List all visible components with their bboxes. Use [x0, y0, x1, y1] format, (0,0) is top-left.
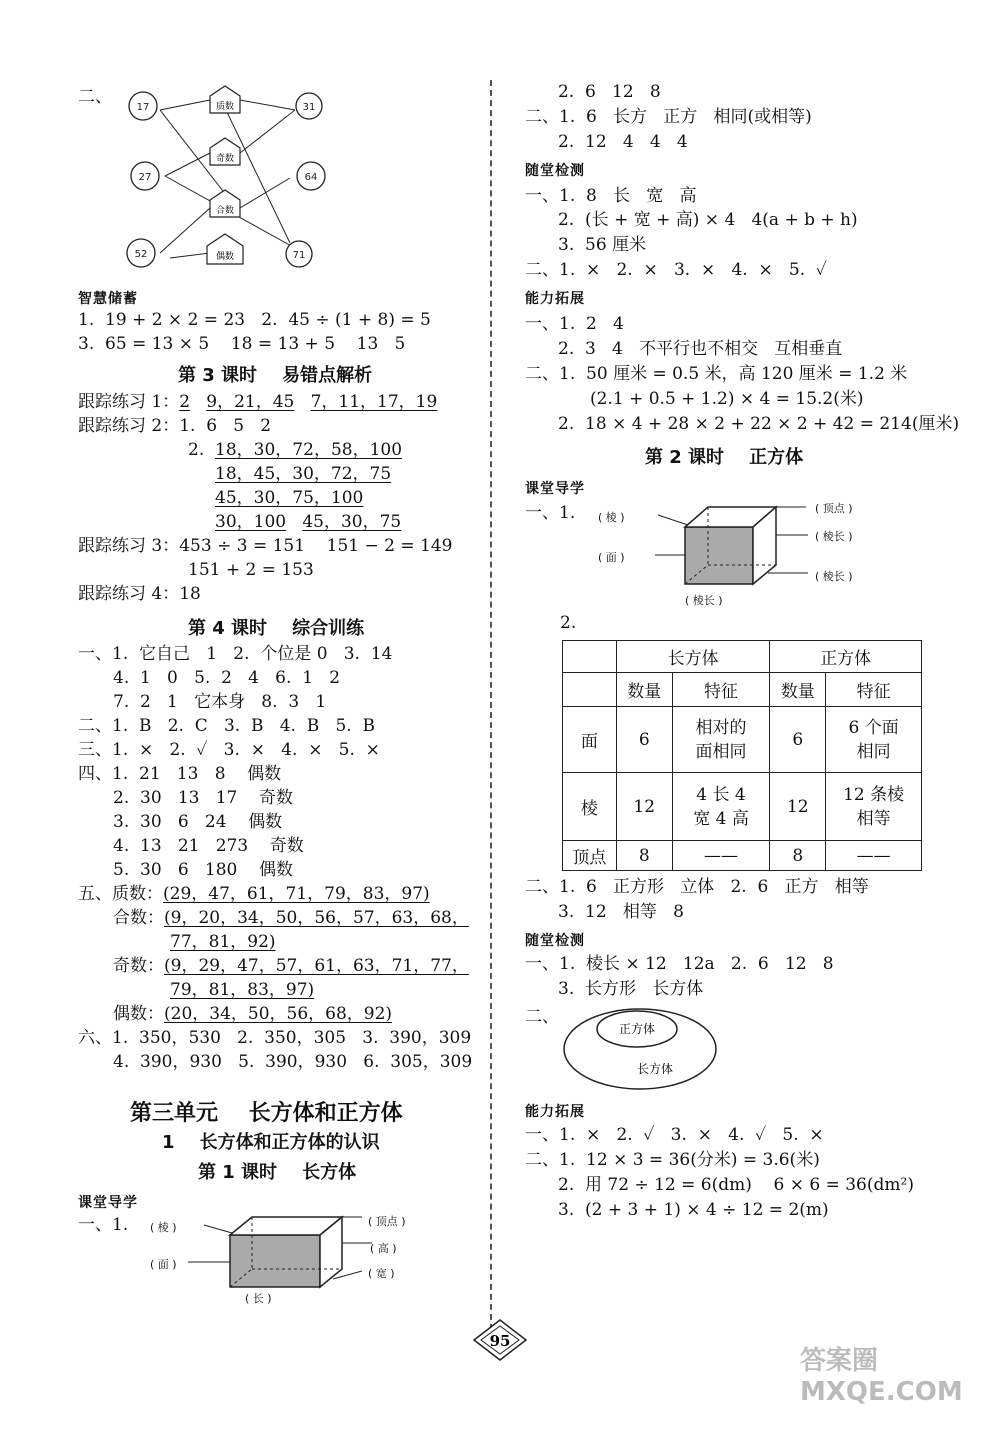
bird-27: 27	[138, 172, 152, 183]
answer-line: 4. 1 0 5. 2 4 6. 1 2	[113, 668, 341, 688]
table-subheader: 特征	[826, 673, 922, 707]
answer-line: 二、1. 6 正方形 立体 2. 6 正方 相等	[525, 877, 869, 897]
lesson4-title: 第 4 课时 综合训练	[188, 618, 365, 639]
answer-line: 三、1. × 2. ✓ 3. × 4. × 5. ×	[78, 740, 380, 760]
venn-diagram	[560, 1005, 720, 1095]
answer-line: 79，81，83，97)	[170, 980, 315, 1000]
bird-17: 17	[136, 102, 150, 113]
answer-line: 2. 3 4 不平行也不相交 互相垂直	[558, 339, 843, 359]
bird-31: 31	[302, 102, 316, 113]
table-subheader: 特征	[672, 673, 770, 707]
box-even: 偶数	[215, 252, 235, 262]
answer-line: 跟踪练习 2：1. 6 5 2	[78, 416, 272, 436]
label-mian: ( 面 )	[150, 1258, 177, 1271]
answer-line: 一、1. 2 4	[525, 314, 624, 334]
answer-line: 3. 12 相等 8	[558, 902, 684, 922]
answer-line: 合数：(9，20，34，50，56，57，63，68，	[113, 908, 469, 928]
answer-line: 2. 用 72 ÷ 12 = 6(dm) 6 × 6 = 36(dm²)	[558, 1175, 914, 1195]
page-number-badge	[472, 1318, 528, 1362]
column-divider	[490, 80, 492, 1330]
answer-line: 2. 12 4 4 4	[558, 132, 688, 152]
box-composite: 合数	[215, 206, 235, 216]
answer-line: 45，30，75，100	[215, 488, 364, 508]
answer-line: 六、1. 350，530 2. 350，305 3. 390，309	[78, 1028, 472, 1048]
comparison-table	[562, 640, 922, 871]
label-chang: ( 长 )	[245, 1292, 272, 1305]
answer-line: 一、1.	[78, 1215, 129, 1235]
unit-title: 第三单元 长方体和正方体	[130, 1101, 403, 1126]
answer-line: 二、1. 6 长方 正方 相同(或相等)	[525, 107, 812, 127]
answer-line: 7. 2 1 它本身 8. 3 1	[113, 692, 327, 712]
section-title: 1 长方体和正方体的认识	[162, 1132, 380, 1153]
lesson3-title: 第 3 课时 易错点解析	[178, 365, 373, 386]
zhihui-heading: 智慧储蓄	[78, 291, 138, 307]
label-dingdian: ( 顶点 )	[815, 502, 853, 515]
nl-heading: 能力拓展	[525, 291, 585, 307]
answer-line: 2. 18 × 4 + 28 × 2 + 22 × 2 + 42 = 214(厘米)	[558, 414, 960, 434]
matching-diagram	[115, 78, 340, 278]
table-row: 顶点 8 —— 8 ——	[563, 841, 922, 871]
answer-line: 3. 65 = 13 × 5 18 = 13 + 5 13 5	[78, 334, 406, 354]
answer-line: 跟踪练习 1：2 9，21，45 7，11，17，19	[78, 392, 438, 412]
answer-line: 4. 390，930 5. 390，930 6. 305，309	[113, 1052, 473, 1072]
kt2-heading: 课堂导学	[525, 481, 585, 497]
answer-line: 2. 30 13 17 奇数	[113, 788, 293, 808]
answer-line: 偶数：(20，34，50，56，68，92)	[113, 1004, 393, 1024]
watermark: 答案圈 MXQE.COM	[800, 1346, 963, 1407]
answer-line: 一、1.	[525, 503, 576, 523]
answer-line: 2.	[560, 613, 577, 633]
label-dingdian: ( 顶点 )	[368, 1215, 406, 1228]
bird-64: 64	[304, 172, 318, 183]
bird-52: 52	[134, 249, 148, 260]
answer-line: 4. 13 21 273 奇数	[113, 836, 304, 856]
box-odd: 奇数	[215, 154, 235, 164]
table-row: 棱 12 4 长 4 宽 4 高 12 12 条棱 相等	[563, 773, 922, 841]
answer-line: (2.1 + 0.5 + 1.2) × 4 = 15.2(米)	[590, 389, 864, 409]
answer-line: 跟踪练习 3：453 ÷ 3 = 151 151 − 2 = 149	[78, 536, 453, 556]
answer-line: 四、1. 21 13 8 偶数	[78, 764, 282, 784]
sj-heading: 随堂检测	[525, 163, 585, 179]
venn-outer-label: 长方体	[636, 1062, 674, 1076]
label-gao: ( 高 )	[370, 1242, 397, 1255]
answer-line: 2. (长 + 宽 + 高) × 4 4(a + b + h)	[558, 210, 858, 230]
answer-line: 30，100 45，30，75	[215, 512, 402, 532]
answer-line: 二、	[525, 1007, 559, 1027]
answer-line: 一、1. × 2. ✓ 3. × 4. ✓ 5. ×	[525, 1125, 824, 1145]
answer-line: 1. 19 + 2 × 2 = 23 2. 45 ÷ (1 + 8) = 5	[78, 310, 431, 330]
answer-line: 跟踪练习 4：18	[78, 584, 201, 604]
kt-heading: 课堂导学	[78, 1195, 138, 1211]
table-cell	[563, 673, 617, 707]
label-lengchang: ( 棱长 )	[815, 530, 853, 543]
answer-line: 18，45，30，72，75	[215, 464, 392, 484]
answer-line: 一、1. 棱长 × 12 12a 2. 6 12 8	[525, 954, 834, 974]
table-corner	[563, 641, 617, 673]
venn-inner-label: 正方体	[618, 1022, 656, 1036]
lesson2-title: 第 2 课时 正方体	[645, 447, 804, 468]
table-row: 面 6 相对的 面相同 6 6 个面 相同	[563, 707, 922, 773]
answer-line: 五、质数：(29，47，61，71，79，83，97)	[78, 884, 430, 904]
table-header: 长方体	[616, 641, 770, 673]
answer-line: 奇数：(9，29，47，57，61，63，71，77，	[113, 956, 469, 976]
label-leng: ( 棱 )	[598, 511, 625, 524]
answer-line: 3. (2 + 3 + 1) × 4 ÷ 12 = 2(m)	[558, 1200, 829, 1220]
page-number: 95	[489, 1332, 511, 1350]
bird-71: 71	[292, 250, 306, 261]
answer-line: 3. 长方形 长方体	[558, 979, 704, 999]
table-header: 正方体	[770, 641, 922, 673]
section-label: 二、	[78, 87, 112, 107]
answer-line: 二、1. × 2. × 3. × 4. × 5. ✓	[525, 260, 827, 280]
answer-line: 二、1. 50 厘米 = 0.5 米，高 120 厘米 = 1.2 米	[525, 364, 908, 384]
table-subheader: 数量	[616, 673, 672, 707]
answer-line: 77，81，92)	[170, 932, 276, 952]
answer-line: 2. 6 12 8	[558, 82, 661, 102]
answer-line: 3. 30 6 24 偶数	[113, 812, 283, 832]
answer-line: 2. 18，30，72，58，100	[188, 440, 403, 460]
lesson1-title: 第 1 课时 长方体	[198, 1162, 357, 1183]
answer-line: 151 + 2 = 153	[188, 560, 314, 580]
label-leng: ( 棱 )	[150, 1221, 177, 1234]
label-lengchang: ( 棱长 )	[685, 594, 723, 607]
answer-line: 5. 30 6 180 偶数	[113, 860, 293, 880]
box-prime: 质数	[215, 102, 235, 112]
answer-line: 一、1. 它自己 1 2. 个位是 0 3. 14	[78, 644, 393, 664]
table-subheader: 数量	[770, 673, 826, 707]
label-lengchang: ( 棱长 )	[815, 570, 853, 583]
label-mian: ( 面 )	[598, 551, 625, 564]
answer-line: 二、1. 12 × 3 = 36(分米) = 3.6(米)	[525, 1150, 820, 1170]
label-kuan: ( 宽 )	[368, 1267, 395, 1280]
answer-line: 3. 56 厘米	[558, 235, 647, 255]
nl2-heading: 能力拓展	[525, 1104, 585, 1120]
sj2-heading: 随堂检测	[525, 933, 585, 949]
answer-line: 一、1. 8 长 宽 高	[525, 186, 697, 206]
answer-line: 二、1. B 2. C 3. B 4. B 5. B	[78, 716, 375, 736]
